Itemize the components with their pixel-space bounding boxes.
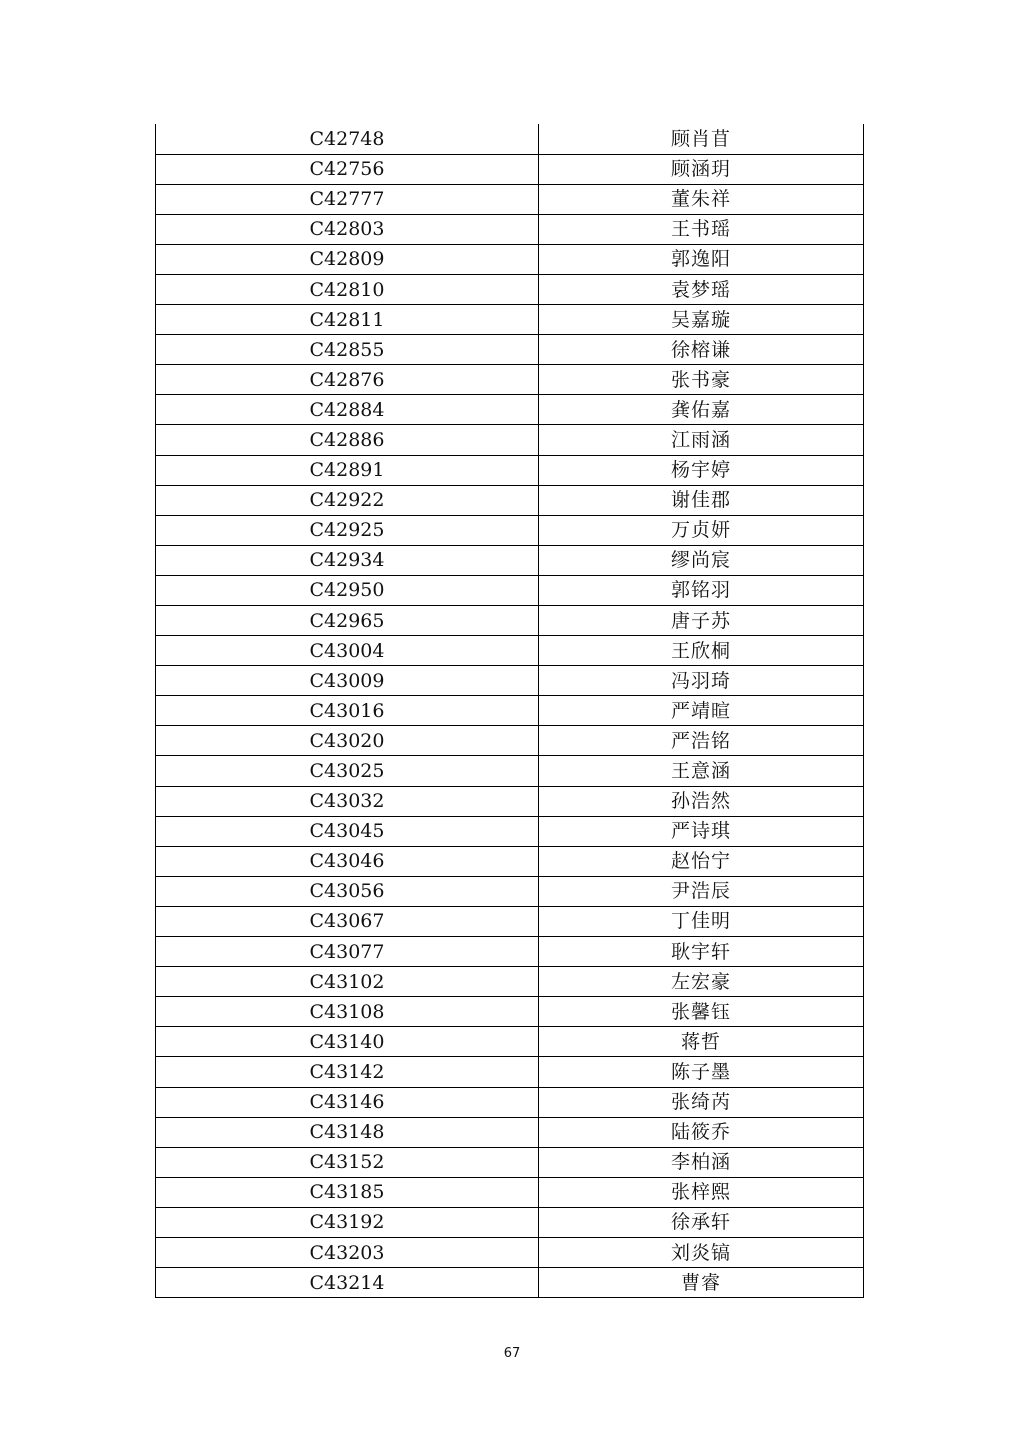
table-row — [156, 1268, 864, 1298]
name-cell: 龚佑嘉 — [539, 395, 864, 425]
id-cell: C42891 — [156, 455, 539, 485]
id-cell: C43056 — [156, 876, 539, 906]
id-cell: C43108 — [156, 997, 539, 1027]
roster-table-body — [156, 124, 864, 1298]
table-row — [156, 395, 864, 425]
name-cell: 张梓熙 — [539, 1177, 864, 1207]
name-cell: 刘炎镐 — [539, 1237, 864, 1267]
table-row — [156, 937, 864, 967]
name-cell: 王意涵 — [539, 756, 864, 786]
id-cell: C43077 — [156, 937, 539, 967]
table-row — [156, 967, 864, 997]
table-row — [156, 485, 864, 515]
name-cell: 李柏涵 — [539, 1147, 864, 1177]
name-cell: 谢佳郡 — [539, 485, 864, 515]
table-row — [156, 756, 864, 786]
id-cell: C43009 — [156, 666, 539, 696]
table-row — [156, 1117, 864, 1147]
name-cell: 王欣桐 — [539, 636, 864, 666]
table-row — [156, 1027, 864, 1057]
table-row — [156, 1087, 864, 1117]
name-cell: 孙浩然 — [539, 786, 864, 816]
table-row — [156, 425, 864, 455]
table-row — [156, 816, 864, 846]
table-row — [156, 244, 864, 274]
id-cell: C42809 — [156, 244, 539, 274]
id-cell: C43192 — [156, 1207, 539, 1237]
id-cell: C42803 — [156, 214, 539, 244]
table-row — [156, 214, 864, 244]
id-cell: C43025 — [156, 756, 539, 786]
table-row — [156, 515, 864, 545]
name-cell: 严诗琪 — [539, 816, 864, 846]
id-cell: C42756 — [156, 154, 539, 184]
name-cell: 蒋哲 — [539, 1027, 864, 1057]
name-cell: 郭逸阳 — [539, 244, 864, 274]
id-cell: C43214 — [156, 1268, 539, 1298]
id-cell: C43016 — [156, 696, 539, 726]
table-row — [156, 1057, 864, 1087]
id-cell: C43148 — [156, 1117, 539, 1147]
id-cell: C42925 — [156, 515, 539, 545]
table-row — [156, 154, 864, 184]
name-cell: 袁梦瑶 — [539, 274, 864, 304]
table-row — [156, 1237, 864, 1267]
name-cell: 耿宇轩 — [539, 937, 864, 967]
table-row — [156, 274, 864, 304]
name-cell: 万贞妍 — [539, 515, 864, 545]
id-cell: C43140 — [156, 1027, 539, 1057]
name-cell: 尹浩辰 — [539, 876, 864, 906]
table-row — [156, 696, 864, 726]
table-row — [156, 726, 864, 756]
id-cell: C43020 — [156, 726, 539, 756]
table-row — [156, 184, 864, 214]
name-cell: 严靖暄 — [539, 696, 864, 726]
id-cell: C42811 — [156, 305, 539, 335]
id-cell: C43067 — [156, 906, 539, 936]
id-cell: C42810 — [156, 274, 539, 304]
name-cell: 张书豪 — [539, 365, 864, 395]
id-cell: C43185 — [156, 1177, 539, 1207]
table-row — [156, 876, 864, 906]
name-cell: 赵怡宁 — [539, 846, 864, 876]
name-cell: 陆筱乔 — [539, 1117, 864, 1147]
name-cell: 冯羽琦 — [539, 666, 864, 696]
name-cell: 郭铭羽 — [539, 575, 864, 605]
id-cell: C42950 — [156, 575, 539, 605]
id-cell: C43045 — [156, 816, 539, 846]
name-cell: 杨宇婷 — [539, 455, 864, 485]
table-row — [156, 1147, 864, 1177]
name-cell: 董朱祥 — [539, 184, 864, 214]
table-row — [156, 1177, 864, 1207]
table-row — [156, 455, 864, 485]
table-row — [156, 606, 864, 636]
id-cell: C43102 — [156, 967, 539, 997]
id-cell: C42886 — [156, 425, 539, 455]
name-cell: 陈子墨 — [539, 1057, 864, 1087]
table-row — [156, 575, 864, 605]
name-cell: 顾肖苜 — [539, 124, 864, 154]
table-row — [156, 124, 864, 154]
id-cell: C42922 — [156, 485, 539, 515]
name-cell: 徐榕谦 — [539, 335, 864, 365]
id-cell: C43046 — [156, 846, 539, 876]
table-row — [156, 545, 864, 575]
id-cell: C42965 — [156, 606, 539, 636]
name-cell: 张馨钰 — [539, 997, 864, 1027]
name-cell: 缪尚宸 — [539, 545, 864, 575]
name-cell: 张绮芮 — [539, 1087, 864, 1117]
table-row — [156, 666, 864, 696]
name-cell: 丁佳明 — [539, 906, 864, 936]
table-row — [156, 335, 864, 365]
roster-table — [155, 124, 864, 1298]
id-cell: C43004 — [156, 636, 539, 666]
name-cell: 曹睿 — [539, 1268, 864, 1298]
name-cell: 王书瑶 — [539, 214, 864, 244]
name-cell: 左宏豪 — [539, 967, 864, 997]
id-cell: C43142 — [156, 1057, 539, 1087]
table-row — [156, 365, 864, 395]
table-row — [156, 1207, 864, 1237]
name-cell: 顾涵玥 — [539, 154, 864, 184]
id-cell: C42748 — [156, 124, 539, 154]
name-cell: 江雨涵 — [539, 425, 864, 455]
name-cell: 徐承轩 — [539, 1207, 864, 1237]
id-cell: C43152 — [156, 1147, 539, 1177]
table-row — [156, 305, 864, 335]
name-cell: 严浩铭 — [539, 726, 864, 756]
id-cell: C43032 — [156, 786, 539, 816]
id-cell: C43146 — [156, 1087, 539, 1117]
id-cell: C43203 — [156, 1237, 539, 1267]
page-number: 67 — [503, 1346, 521, 1361]
name-cell: 唐子苏 — [539, 606, 864, 636]
table-row — [156, 997, 864, 1027]
table-row — [156, 906, 864, 936]
name-cell: 吴嘉璇 — [539, 305, 864, 335]
id-cell: C42876 — [156, 365, 539, 395]
id-cell: C42934 — [156, 545, 539, 575]
table-row — [156, 636, 864, 666]
table-row — [156, 846, 864, 876]
id-cell: C42777 — [156, 184, 539, 214]
id-cell: C42884 — [156, 395, 539, 425]
table-row — [156, 786, 864, 816]
id-cell: C42855 — [156, 335, 539, 365]
